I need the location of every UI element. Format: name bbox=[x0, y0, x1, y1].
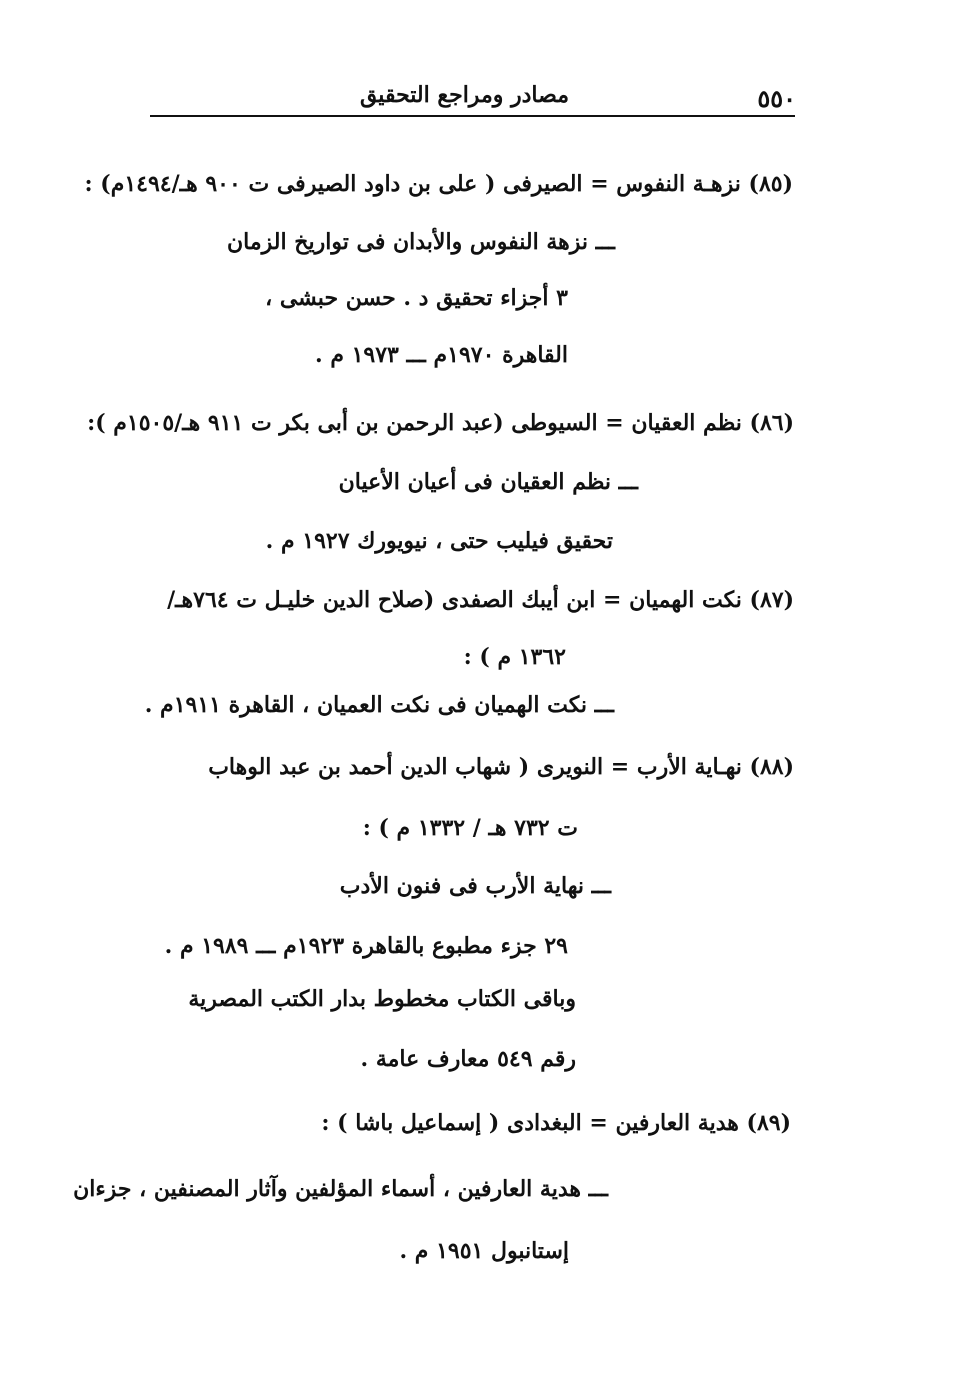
entry-89-heading: (٨٩) هدية العارفين = البغدادى ( إسماعيل باشا ) : bbox=[321, 1110, 791, 1136]
entry-85-title: ـــ نزهة النفوس والأبدان فى تواريخ الزمان bbox=[227, 229, 615, 255]
entry-87-heading-cont: ١٣٦٢ م ) : bbox=[463, 644, 566, 670]
entry-89-imprint: إستانبول ١٩٥١ م . bbox=[399, 1238, 569, 1264]
entry-87-heading: (٨٧) نكت الهميان = ابن أيبك الصفدى (صلاح الدين خليـل ت ٧٦٤هـ/ bbox=[167, 587, 794, 613]
page-number: ٥٥٠ bbox=[757, 84, 796, 113]
header-rule bbox=[150, 115, 795, 117]
entry-85-detail: ٣ أجزاء تحقيق د . حسن حبشى ، bbox=[265, 285, 568, 311]
entry-88-detail: ٢٩ جزء مطبوع بالقاهرة ١٩٢٣م ـــ ١٩٨٩ م . bbox=[164, 933, 568, 959]
entry-88-shelfmark: رقم ٥٤٩ معارف عامة . bbox=[360, 1046, 576, 1072]
entry-89-title: ـــ هدية العارفين ، أسماء المؤلفين وآثار المصنفين ، جزءان bbox=[73, 1176, 608, 1202]
entry-88-title: ـــ نهاية الأرب فى فنون الأدب bbox=[339, 873, 611, 899]
entry-87-title: ـــ نكت الهميان فى نكت العميان ، القاهرة ١٩١١م . bbox=[144, 692, 614, 718]
entry-88-heading: (٨٨) نهـاية الأرب = النويرى ( شهاب الدين أحمد بن عبد الوهاب bbox=[208, 754, 794, 780]
entry-88-heading-cont: ت ٧٣٢ هـ / ١٣٣٢ م ) : bbox=[362, 815, 578, 841]
entry-86-imprint: تحقيق فيليب حتى ، نيويورك ١٩٢٧ م . bbox=[265, 528, 613, 554]
entry-86-heading: (٨٦) نظم العقيان = السيوطى (عبد الرحمن بن أبى بكر ت ٩١١ هـ/١٥٠٥م ): bbox=[87, 410, 794, 436]
entry-85-heading: (٨٥) نزهـة النفوس = الصيرفى ( على بن داود الصيرفى ت ٩٠٠ هـ/١٤٩٤م) : bbox=[84, 171, 793, 197]
entry-85-imprint: القاهرة ١٩٧٠م ـــ ١٩٧٣ م . bbox=[315, 342, 568, 368]
entry-86-title: ـــ نظم العقيان فى أعيان الأعيان bbox=[338, 469, 638, 495]
entry-88-note: وباقى الكتاب مخطوط بدار الكتب المصرية bbox=[188, 986, 576, 1012]
running-header-title: مصادر ومراجع التحقيق bbox=[359, 82, 569, 108]
